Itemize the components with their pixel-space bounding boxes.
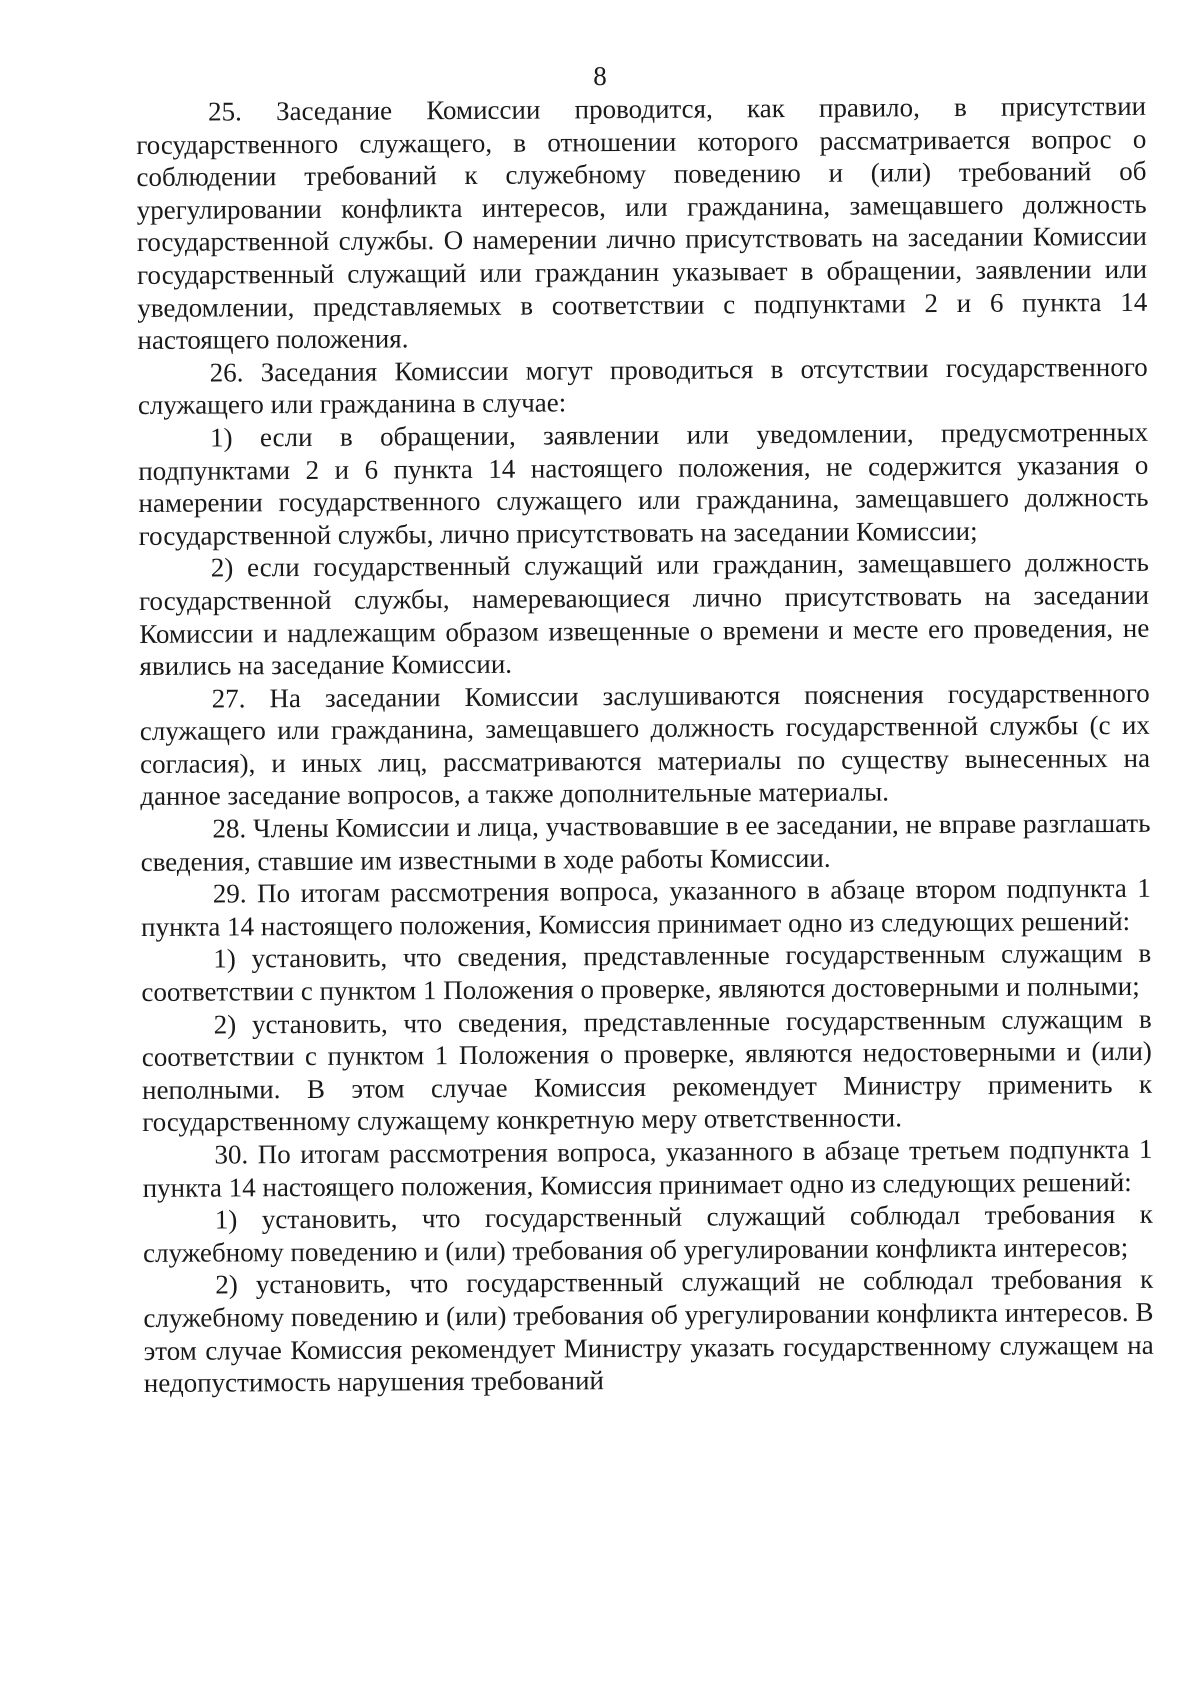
paragraph-29: 29. По итогам рассмотрения вопроса, указанного в абзаце втором подпункта 1 пункта 14 настоящего положения, Комиссия принимает одно из следующих решений:	[140, 873, 1151, 942]
page-number: 8	[593, 61, 607, 91]
paragraph-26-item-2: 2) если государственный служащий или гражданин, замещавшего должность государственной службы, намеревающиеся лично присутствовать на заседании Комиссии и надлежащим образом извещенные о времени и месте его проведения, не явились на заседание Комиссии.	[138, 547, 1150, 682]
paragraph-29-item-2: 2) установить, что сведения, представленные государственным служащим в соответствии с пунктом 1 Положения о проверке, являются недостоверными и (или) неполными. В этом случае Комиссия рекомендует Министру применить к государственному служащему конкретную меру ответственности.	[141, 1003, 1153, 1138]
paragraph-26-item-1: 1) если в обращении, заявлении или уведомлении, предусмотренных подпунктами 2 и 6 пункта 14 настоящего положения, не содержится указания о намерении государственного служащего или гражданина, замещавшего должность государственной службы, лично присутствовать на заседании Комиссии;	[138, 416, 1149, 551]
paragraph-28: 28. Члены Комиссии и лица, участвовавшие в ее заседании, не вправе разглашать сведения, ставшие им известными в ходе работы Комиссии.	[140, 807, 1151, 877]
paragraph-27: 27. На заседании Комиссии заслушиваются пояснения государственного служащего или гражданина, замещавшего должность государственной службы (с их согласия), и иных лиц, рассматриваются материалы по существу вынесенных на данное заседание вопросов, а также дополнительные материалы.	[139, 677, 1151, 812]
paragraph-26: 26. Заседания Комиссии могут проводиться в отсутствии государственного служащего или гражданина в случае:	[137, 351, 1148, 421]
paragraph-29-item-1: 1) установить, что сведения, представленные государственным служащим в соответствии с пунктом 1 Положения о проверке, являются достоверными и полными;	[141, 938, 1152, 1008]
paragraph-30: 30. По итогам рассмотрения вопроса, указанного в абзаце третьем подпункта 1 пункта 14 настоящего положения, Комиссия принимает одно из следующих решений:	[142, 1133, 1153, 1203]
paragraph-30-item-1: 1) установить, что государственный служащий соблюдал требования к служебному поведению и (или) требования об урегулировании конфликта интересов;	[142, 1198, 1153, 1268]
document-body	[136, 90, 1154, 1400]
paragraph-30-item-2: 2) установить, что государственный служащий не соблюдал требования к служебному поведению и (или) требования об урегулировании конфликта интересов. В этом случае Комиссия рекомендует Министру указать государственному служащем на недопустимость нарушения требований	[143, 1264, 1154, 1399]
paragraph-25: 25. Заседание Комиссии проводится, как правило, в присутствии государственного служащего, в отношении которого рассматривается вопрос о соблюдении требований к служебному поведению и (или) требований об урегулировании конфликта интересов, или гражданина, замещавшего должность государственной службы. О намерении лично присутствовать на заседании Комиссии государственный служащий или гражданин указывает в обращении, заявлении или уведомлении, представляемых в соответствии с подпунктами 2 и 6 пункта 14 настоящего положения.	[136, 90, 1148, 356]
